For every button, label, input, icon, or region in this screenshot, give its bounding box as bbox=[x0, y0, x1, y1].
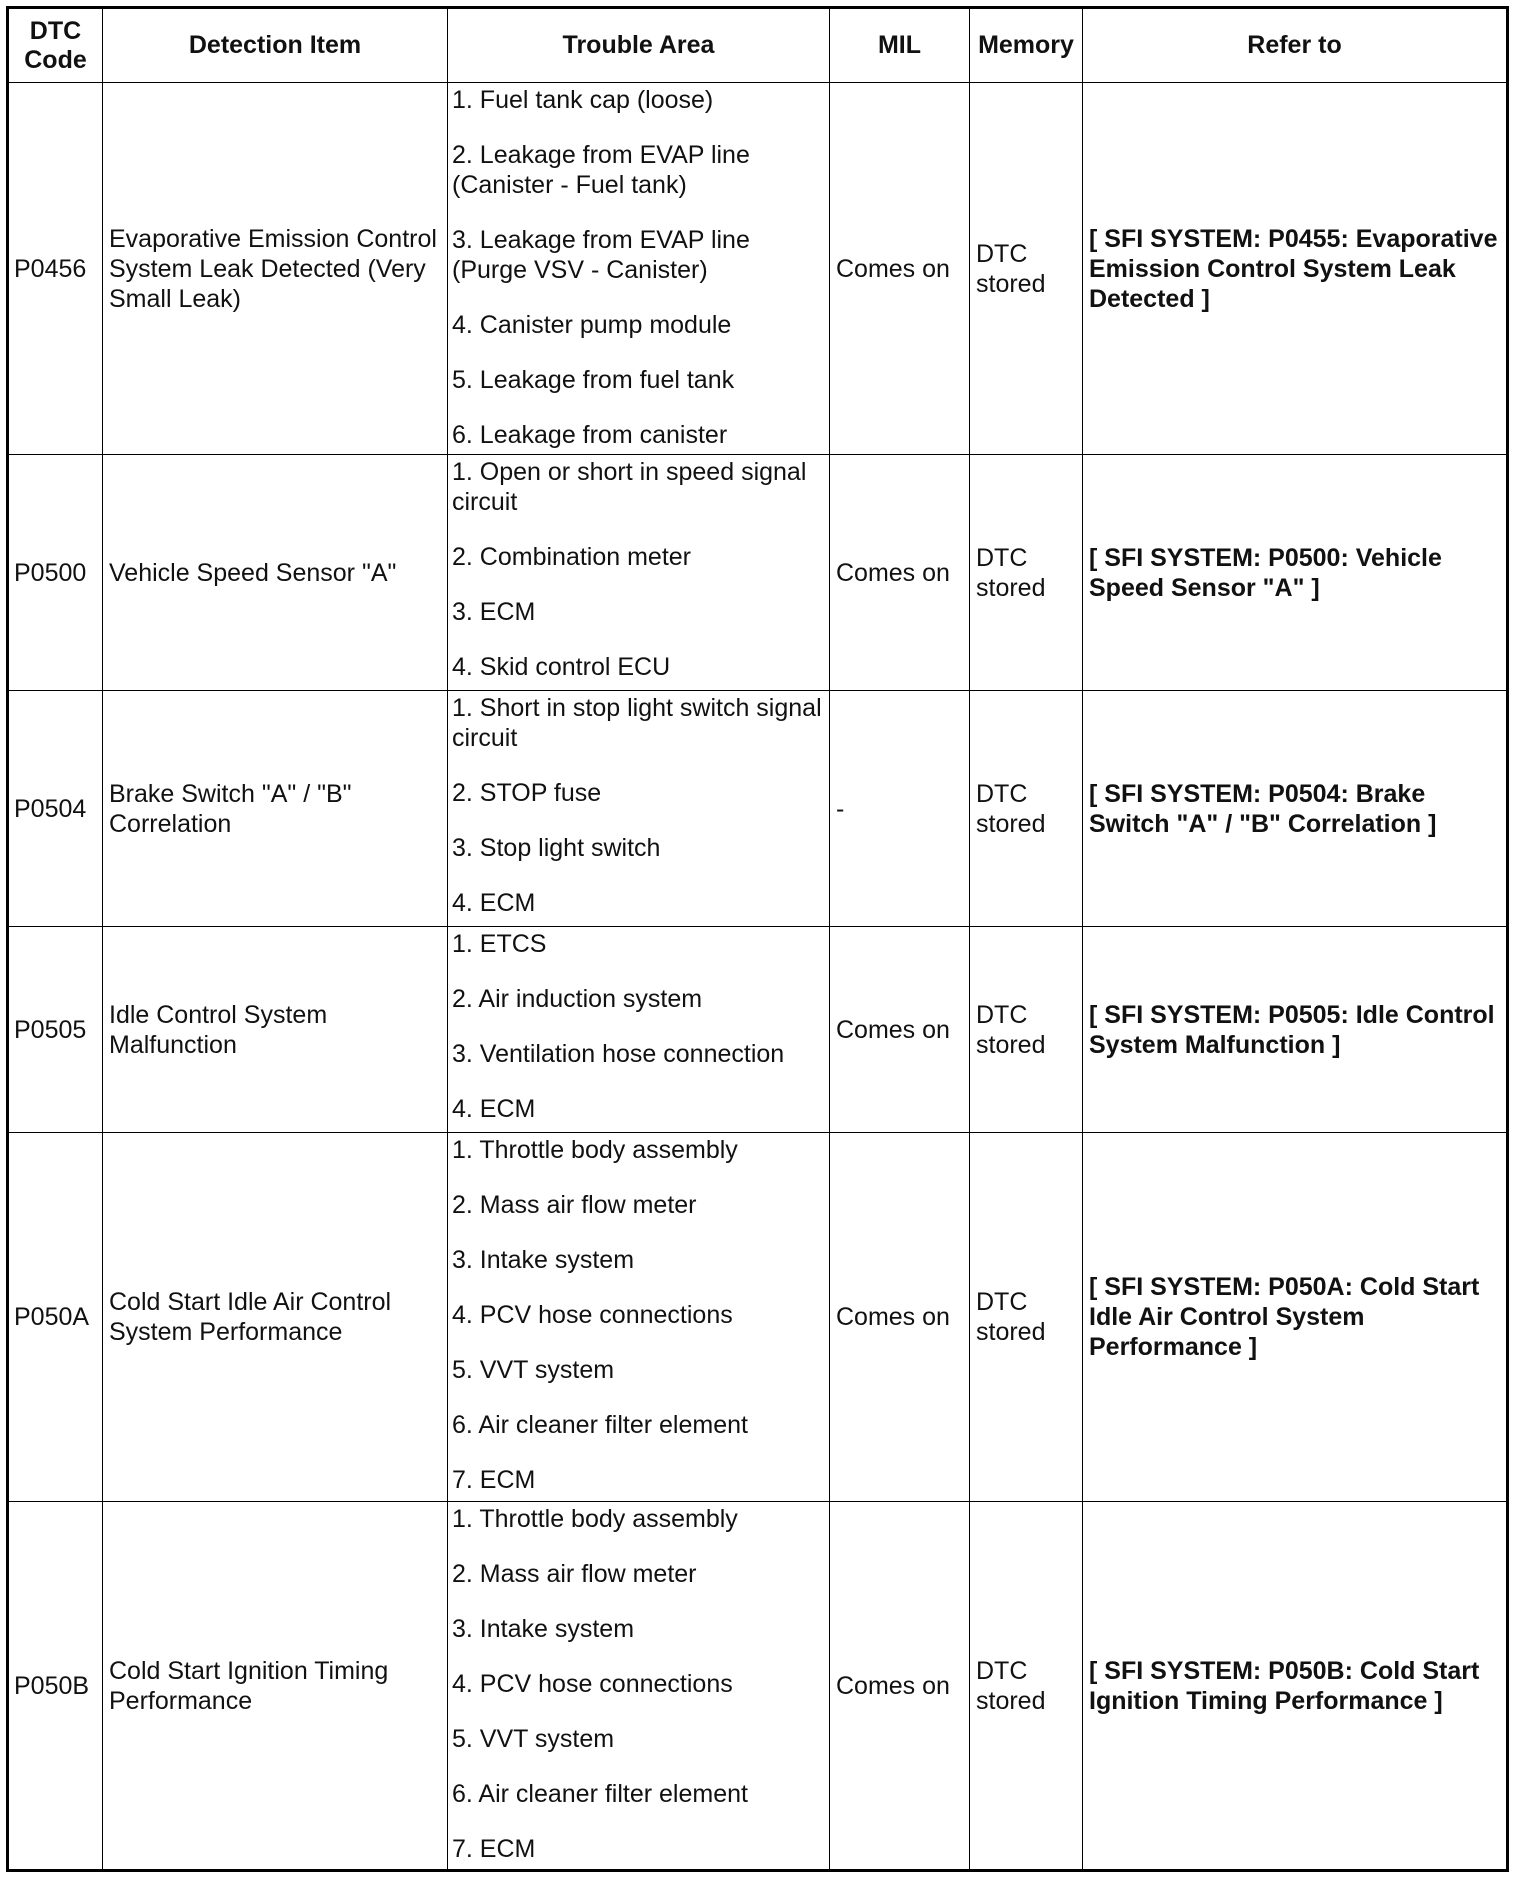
refer-to-cell: [ SFI SYSTEM: P0500: Vehicle Speed Sensor "A" ] bbox=[1083, 455, 1508, 691]
trouble-area-item: 5. VVT system bbox=[452, 1725, 615, 1753]
trouble-area-item: 4. PCV hose connections bbox=[452, 1301, 733, 1329]
trouble-area-list bbox=[452, 1502, 825, 1864]
trouble-area-item: 2. Combination meter bbox=[452, 543, 692, 571]
dtc-code-cell: P0505 bbox=[8, 927, 103, 1133]
mil-cell: Comes on bbox=[830, 1502, 970, 1871]
trouble-area-item: 7. ECM bbox=[452, 1835, 536, 1863]
table-row bbox=[8, 691, 1508, 927]
trouble-area-item: 3. Intake system bbox=[452, 1615, 635, 1643]
trouble-area-item: 5. VVT system bbox=[452, 1356, 615, 1384]
memory-cell: DTC stored bbox=[970, 691, 1083, 927]
trouble-area-item: 6. Air cleaner filter element bbox=[452, 1780, 748, 1808]
trouble-area-cell bbox=[448, 1502, 830, 1871]
refer-to-cell: [ SFI SYSTEM: P050B: Cold Start Ignition Timing Performance ] bbox=[1083, 1502, 1508, 1871]
table-row bbox=[8, 455, 1508, 691]
memory-cell: DTC stored bbox=[970, 455, 1083, 691]
trouble-area-cell bbox=[448, 1133, 830, 1502]
trouble-area-item: 3. Ventilation hose connection bbox=[452, 1040, 785, 1068]
table-row bbox=[8, 1133, 1508, 1502]
trouble-area-item: 1. Throttle body assembly bbox=[452, 1505, 738, 1533]
refer-to-cell: [ SFI SYSTEM: P0455: Evaporative Emission Control System Leak Detected ] bbox=[1083, 83, 1508, 455]
trouble-area-item: 3. ECM bbox=[452, 598, 536, 626]
dtc-code-cell: P0504 bbox=[8, 691, 103, 927]
table-body bbox=[8, 83, 1508, 1871]
memory-cell: DTC stored bbox=[970, 1502, 1083, 1871]
memory-cell: DTC stored bbox=[970, 927, 1083, 1133]
trouble-area-item: 2. Mass air flow meter bbox=[452, 1560, 697, 1588]
table-row bbox=[8, 83, 1508, 455]
trouble-area-cell bbox=[448, 455, 830, 691]
detection-item-cell: Vehicle Speed Sensor "A" bbox=[103, 455, 448, 691]
trouble-area-item: 3. Intake system bbox=[452, 1246, 635, 1274]
refer-to-cell: [ SFI SYSTEM: P0504: Brake Switch "A" / "B" Correlation ] bbox=[1083, 691, 1508, 927]
refer-to-cell: [ SFI SYSTEM: P050A: Cold Start Idle Air Control System Performance ] bbox=[1083, 1133, 1508, 1502]
dtc-code-cell: P050A bbox=[8, 1133, 103, 1502]
trouble-area-item: 2. Leakage from EVAP line (Canister - Fuel tank) bbox=[452, 141, 750, 199]
refer-to-cell: [ SFI SYSTEM: P0505: Idle Control System Malfunction ] bbox=[1083, 927, 1508, 1133]
trouble-area-item: 5. Leakage from fuel tank bbox=[452, 366, 735, 394]
mil-cell: Comes on bbox=[830, 83, 970, 455]
header-memory: Memory bbox=[970, 8, 1083, 83]
trouble-area-item: 1. Open or short in speed signal circuit bbox=[452, 458, 807, 516]
header-detection-item: Detection Item bbox=[103, 8, 448, 83]
detection-item-cell: Cold Start Ignition Timing Performance bbox=[103, 1502, 448, 1871]
trouble-area-item: 2. Air induction system bbox=[452, 985, 703, 1013]
detection-item-cell: Cold Start Idle Air Control System Performance bbox=[103, 1133, 448, 1502]
header-trouble-area: Trouble Area bbox=[448, 8, 830, 83]
mil-cell: Comes on bbox=[830, 455, 970, 691]
trouble-area-item: 4. PCV hose connections bbox=[452, 1670, 733, 1698]
header-row bbox=[8, 8, 1508, 83]
trouble-area-item: 2. Mass air flow meter bbox=[452, 1191, 697, 1219]
trouble-area-cell bbox=[448, 927, 830, 1133]
trouble-area-item: 2. STOP fuse bbox=[452, 779, 602, 807]
trouble-area-item: 6. Air cleaner filter element bbox=[452, 1411, 748, 1439]
trouble-area-item: 1. Short in stop light switch signal circuit bbox=[452, 694, 822, 752]
detection-item-cell: Brake Switch "A" / "B" Correlation bbox=[103, 691, 448, 927]
trouble-area-list bbox=[452, 927, 825, 1124]
header-mil: MIL bbox=[830, 8, 970, 83]
table-row bbox=[8, 1502, 1508, 1871]
trouble-area-item: 1. Throttle body assembly bbox=[452, 1136, 738, 1164]
mil-cell: Comes on bbox=[830, 1133, 970, 1502]
trouble-area-list bbox=[452, 691, 825, 918]
trouble-area-item: 4. ECM bbox=[452, 889, 536, 917]
trouble-area-list bbox=[452, 1133, 825, 1495]
table-row bbox=[8, 927, 1508, 1133]
trouble-area-item: 6. Leakage from canister bbox=[452, 421, 728, 449]
trouble-area-item: 7. ECM bbox=[452, 1466, 536, 1494]
trouble-area-item: 3. Stop light switch bbox=[452, 834, 661, 862]
detection-item-cell: Evaporative Emission Control System Leak Detected (Very Small Leak) bbox=[103, 83, 448, 455]
dtc-code-cell: P0500 bbox=[8, 455, 103, 691]
mil-cell: Comes on bbox=[830, 927, 970, 1133]
detection-item-cell: Idle Control System Malfunction bbox=[103, 927, 448, 1133]
header-refer-to: Refer to bbox=[1083, 8, 1508, 83]
dtc-code-cell: P050B bbox=[8, 1502, 103, 1871]
trouble-area-item: 4. Canister pump module bbox=[452, 311, 732, 339]
dtc-table bbox=[6, 6, 1509, 1872]
memory-cell: DTC stored bbox=[970, 83, 1083, 455]
trouble-area-list bbox=[452, 455, 825, 682]
mil-cell: - bbox=[830, 691, 970, 927]
trouble-area-item: 4. ECM bbox=[452, 1095, 536, 1123]
memory-cell: DTC stored bbox=[970, 1133, 1083, 1502]
trouble-area-item: 4. Skid control ECU bbox=[452, 653, 671, 681]
trouble-area-item: 1. Fuel tank cap (loose) bbox=[452, 86, 714, 114]
trouble-area-cell bbox=[448, 691, 830, 927]
header-dtc-code: DTC Code bbox=[8, 8, 103, 83]
dtc-code-cell: P0456 bbox=[8, 83, 103, 455]
trouble-area-list bbox=[452, 83, 825, 450]
trouble-area-item: 3. Leakage from EVAP line (Purge VSV - Canister) bbox=[452, 226, 750, 284]
trouble-area-cell bbox=[448, 83, 830, 455]
trouble-area-item: 1. ETCS bbox=[452, 930, 547, 958]
